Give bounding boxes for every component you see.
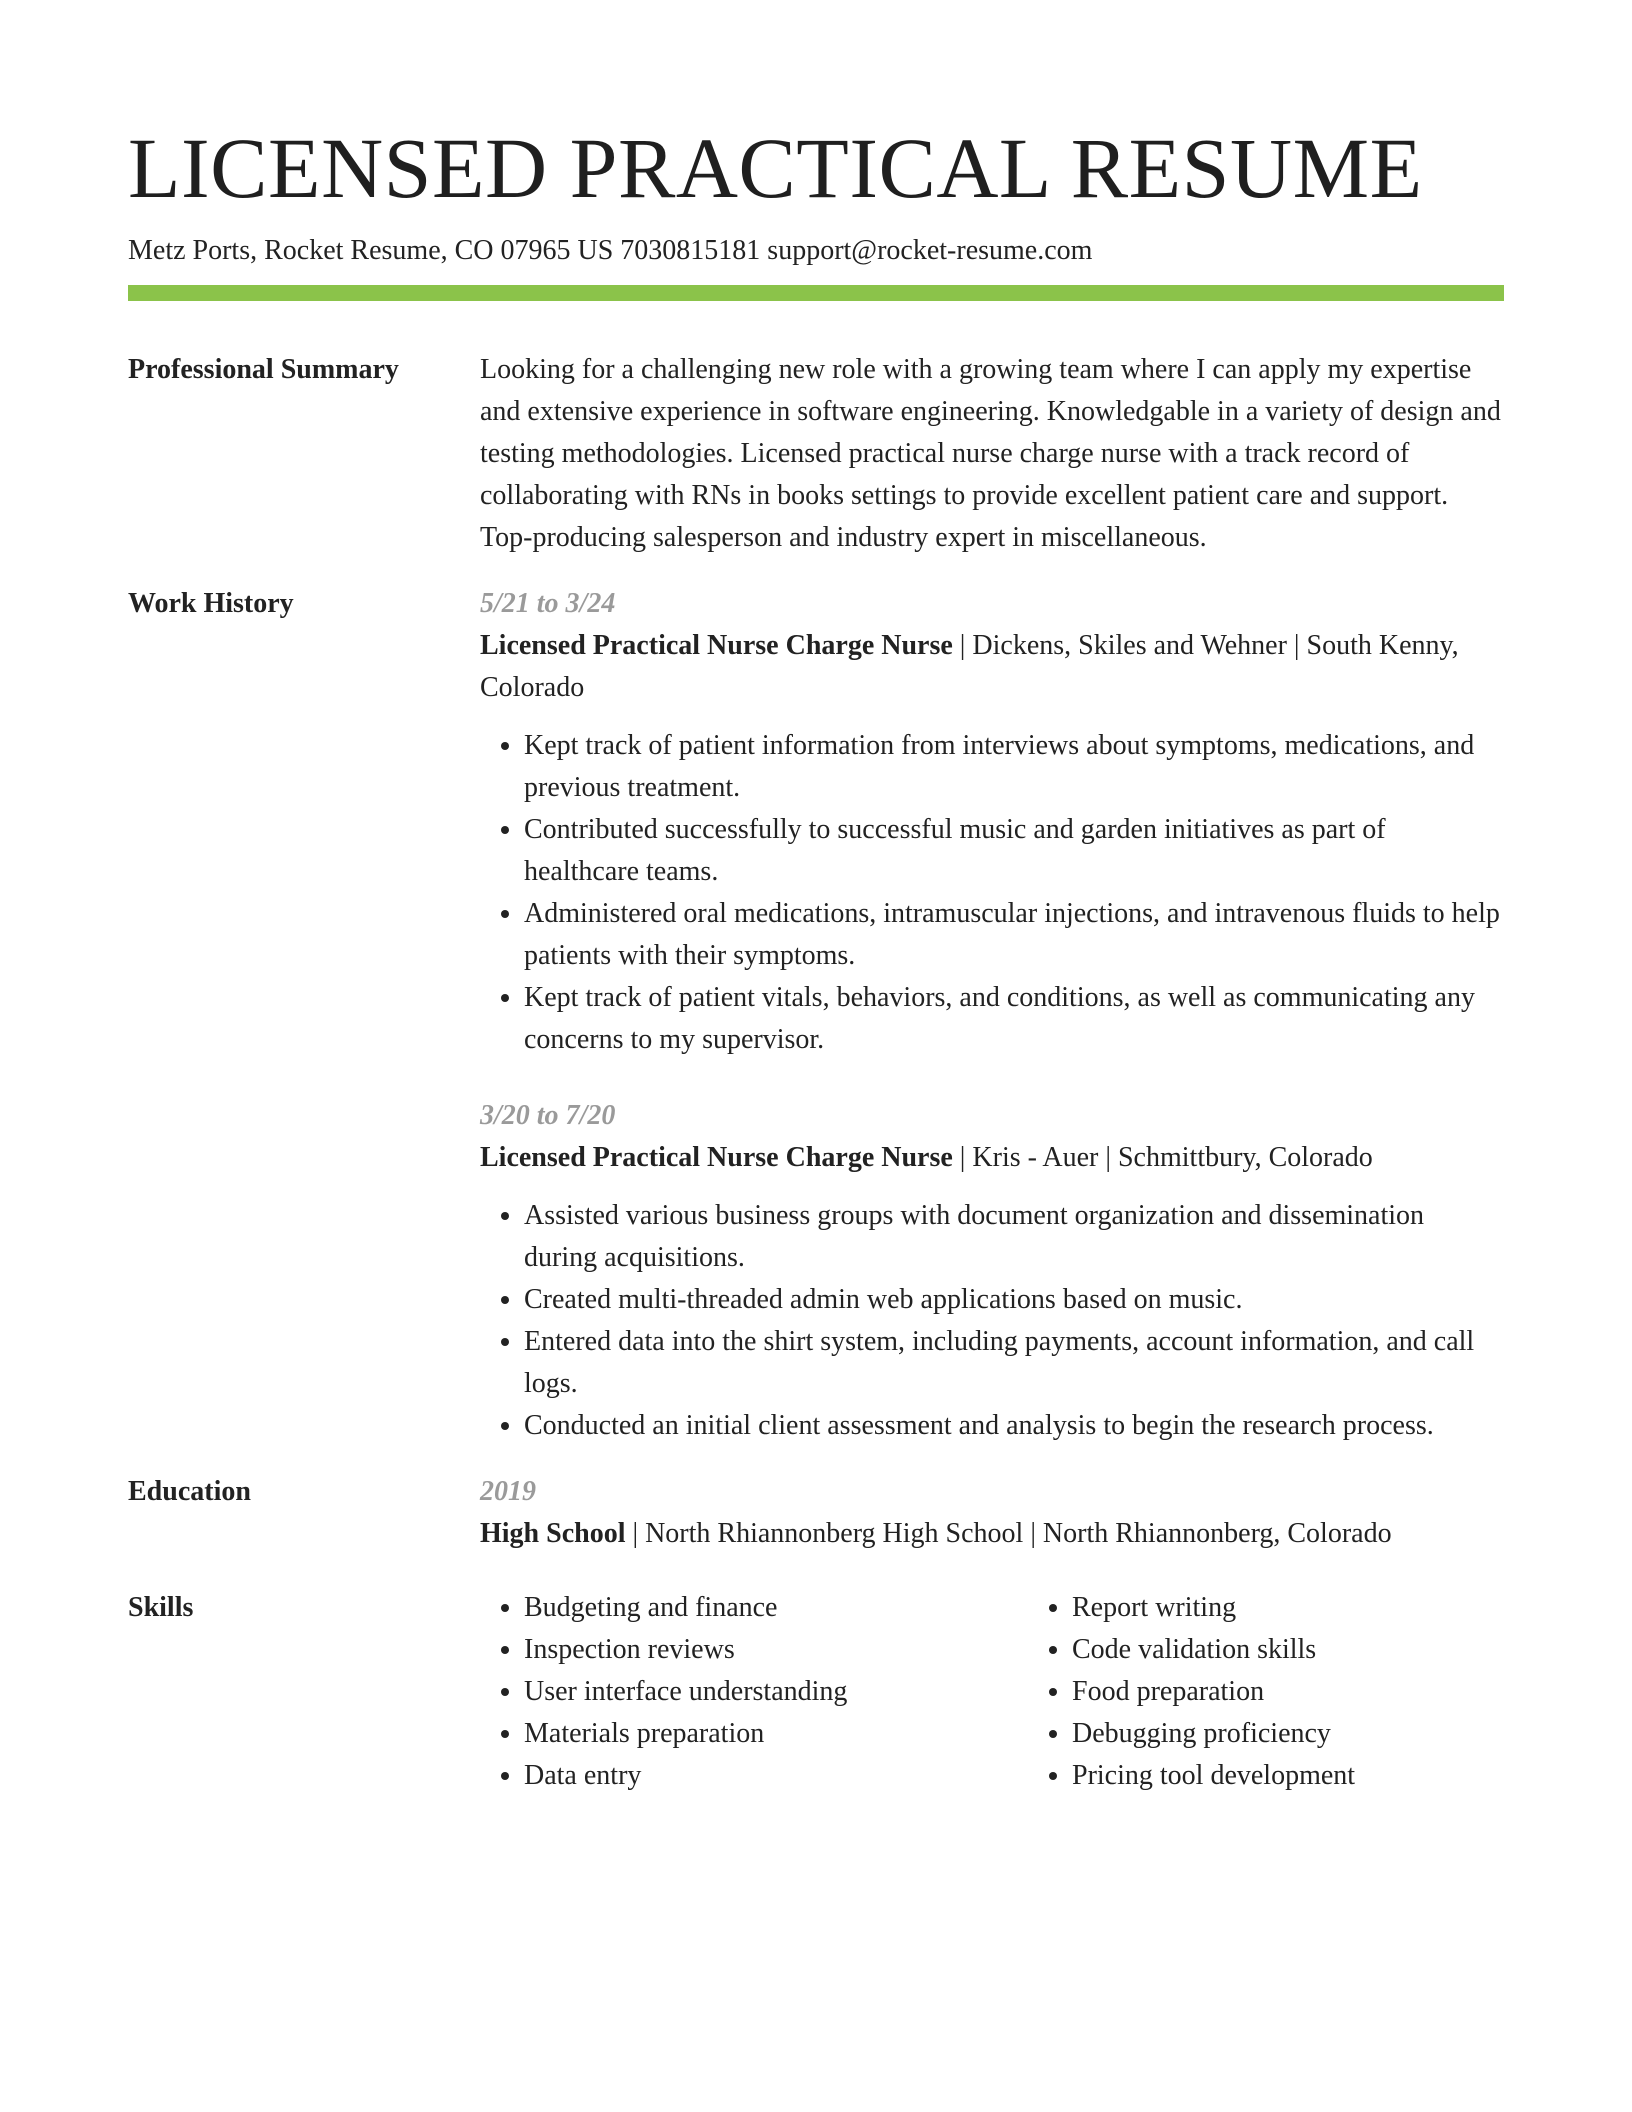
job-title: Licensed Practical Nurse Charge Nurse [480,630,953,661]
job-bullets [480,1195,1504,1447]
education-label: Education [128,1476,251,1507]
job-bullet: • Kept track of patient vitals, behaviors, and conditions, as well as communicating any concerns to my supervisor. [524,977,1504,1061]
education-year: 2019 [480,1476,536,1507]
job-title: Licensed Practical Nurse Charge Nurse [480,1142,953,1173]
summary-text: Looking for a challenging new role with a growing team where I can apply my expertise and extensive experience in software engineering. Knowledgable in a variety of design and testing methodologies. Licensed practical nurse charge nurse with a track record of collaborating with RNs in books settings to provide excellent patient care and support. Top-producing salesperson and industry expert in miscellaneous. [480,354,1501,553]
skill-item: • Debugging proficiency [1072,1713,1576,1755]
job-entry [480,1095,1504,1447]
job-dates: 3/20 to 7/20 [480,1100,616,1131]
job-dates: 5/21 to 3/24 [480,588,616,619]
job-bullet: • Entered data into the shirt system, including payments, account information, and call logs. [524,1321,1504,1405]
header-divider [128,285,1504,301]
job-heading [480,625,1504,709]
education-heading [480,1513,1504,1555]
job-bullet: • Created multi-threaded admin web applications based on music. [524,1279,1504,1321]
skills-label: Skills [128,1592,194,1623]
skill-item: • Data entry [524,1755,1028,1797]
skill-item: • User interface understanding [524,1671,1028,1713]
skill-item: • Code validation skills [1072,1629,1576,1671]
job-entry [480,583,1504,1061]
resume-title: LICENSED PRACTICAL RESUME [128,120,1423,216]
resume-page [128,118,1504,1797]
job-bullet: • Kept track of patient information from interviews about symptoms, medications, and previous treatment. [524,725,1504,809]
job-details: | Kris - Auer | Schmittbury, Colorado [952,1142,1373,1173]
work-history-label: Work History [128,588,294,619]
summary-label: Professional Summary [128,354,399,385]
education-details: | North Rhiannonberg High School | North Rhiannonberg, Colorado [625,1518,1392,1549]
job-bullet: • Administered oral medications, intramuscular injections, and intravenous fluids to help patients with their symptoms. [524,893,1504,977]
summary-section [128,349,1504,559]
skills-column-1 [480,1587,1028,1797]
job-details: | Dickens, Skiles and Wehner | South Kenny, Colorado [480,630,1459,703]
job-bullets [480,725,1504,1061]
skill-item: • Report writing [1072,1587,1576,1629]
skill-item: • Inspection reviews [524,1629,1028,1671]
education-degree: High School [480,1518,626,1549]
education-section [128,1471,1504,1555]
skill-item: • Budgeting and finance [524,1587,1028,1629]
job-heading [480,1137,1504,1179]
work-history-section [128,583,1504,1447]
skill-item: • Materials preparation [524,1713,1028,1755]
job-bullet: • Assisted various business groups with document organization and dissemination during acquisitions. [524,1195,1504,1279]
skill-item: • Pricing tool development [1072,1755,1576,1797]
skill-item: • Food preparation [1072,1671,1576,1713]
job-bullet: • Contributed successfully to successful music and garden initiatives as part of healthcare teams. [524,809,1504,893]
skills-column-2 [1028,1587,1576,1797]
contact-info: Metz Ports, Rocket Resume, CO 07965 US 7030815181 support@rocket-resume.com [128,235,1093,266]
job-bullet: • Conducted an initial client assessment and analysis to begin the research process. [524,1405,1504,1447]
skills-section [128,1587,1504,1797]
